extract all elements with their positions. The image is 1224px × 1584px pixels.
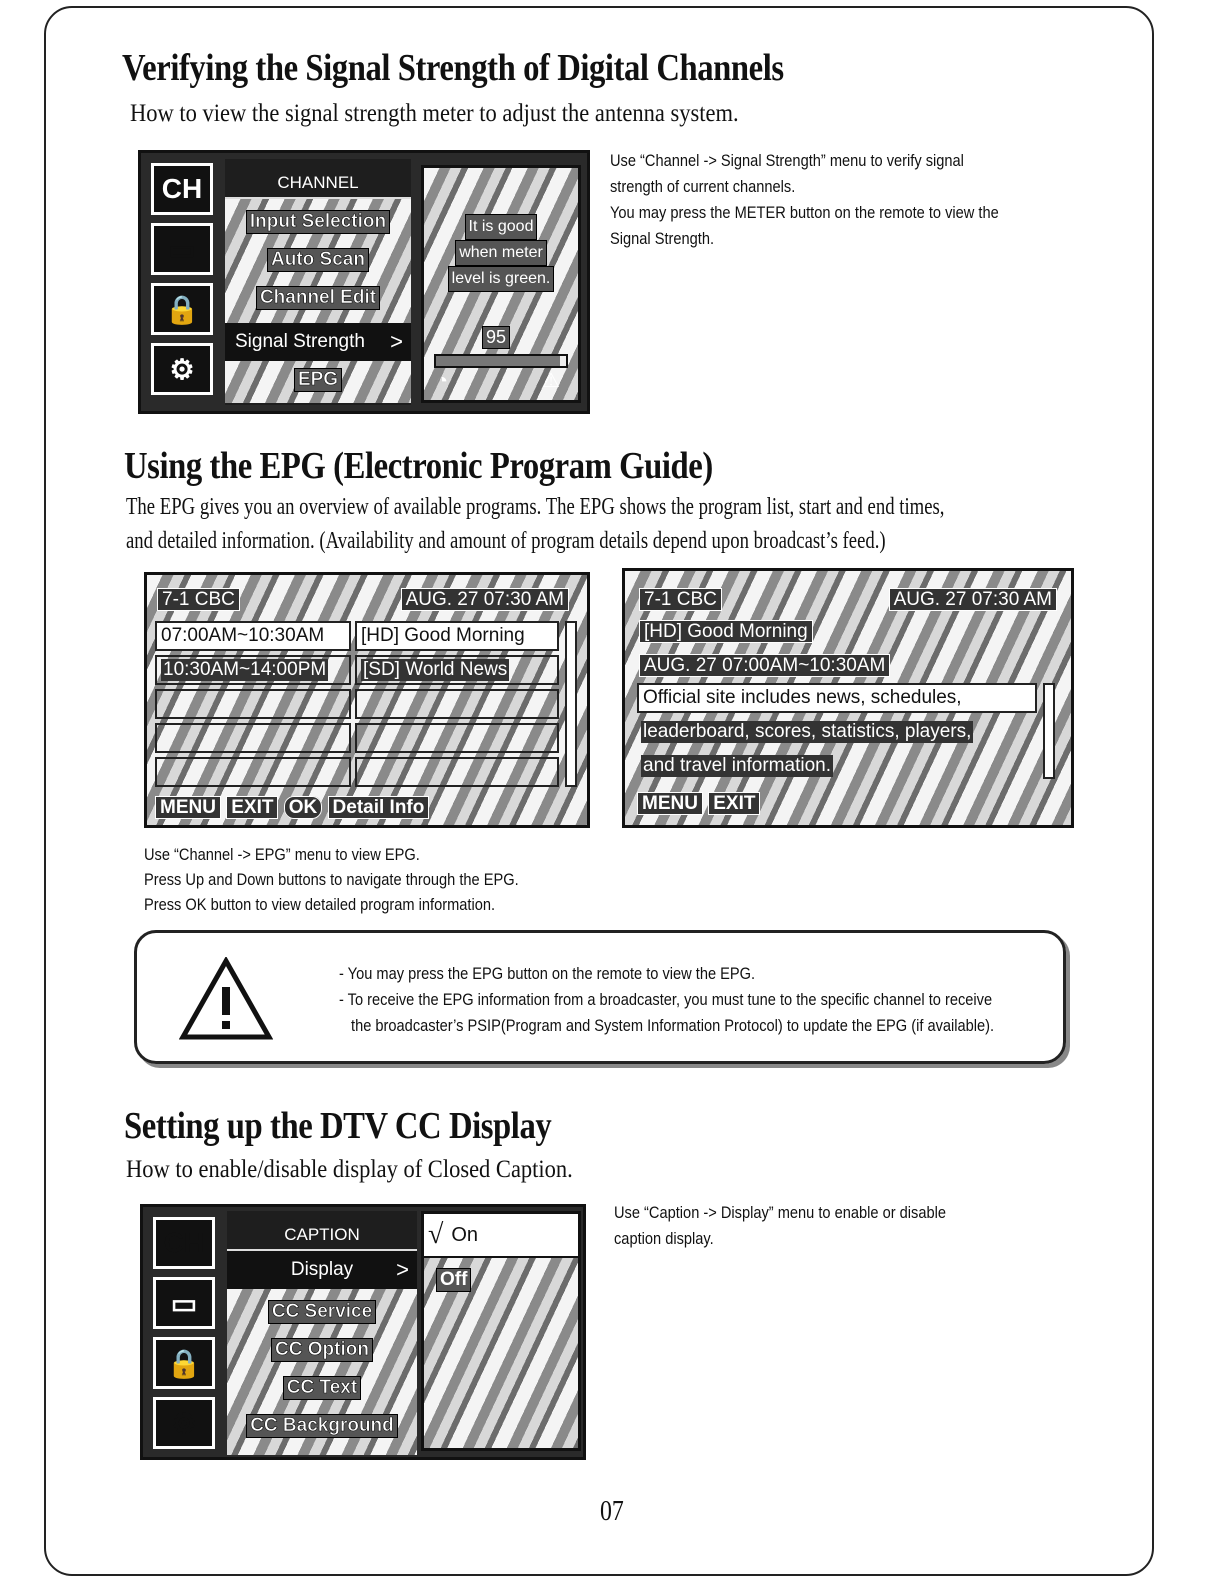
epg-desc-line2: and detailed information. (Availability and amount of program details depend upon broadcast’s feed.) bbox=[126, 528, 886, 554]
epg-row-time[interactable]: 07:00AM~10:30AM bbox=[155, 621, 351, 651]
caption-menu-list bbox=[227, 1211, 417, 1451]
epg-empty-cell bbox=[355, 689, 559, 719]
option-on-label: On bbox=[451, 1223, 479, 1246]
warning-line: - You may press the EPG button on the remote to view the EPG. bbox=[339, 964, 756, 983]
menu-item-cc-option[interactable]: CC Option bbox=[227, 1331, 417, 1369]
meter-msg-line: It is good bbox=[465, 214, 538, 240]
epg-empty-cell bbox=[355, 723, 559, 753]
warning-line: the broadcaster’s PSIP(Program and System Information Protocol) to update the EPG (if available). bbox=[351, 1016, 995, 1035]
cc-notes bbox=[614, 1200, 946, 1252]
epg-notes bbox=[144, 842, 519, 917]
section-subtitle-signal: How to view the signal strength meter to adjust the antenna system. bbox=[130, 100, 739, 127]
epg-detail-scrollbar[interactable] bbox=[1043, 683, 1055, 779]
signal-meter-panel bbox=[421, 165, 581, 403]
warning-icon bbox=[179, 957, 273, 1041]
menu-icon-column bbox=[151, 163, 217, 403]
epg-desc-line1: The EPG gives you an overview of available programs. The EPG shows the program list, start and end times, bbox=[126, 494, 945, 520]
epg-datetime: AUG. 27 07:30 AM bbox=[401, 588, 569, 611]
section-subtitle-cc: How to enable/disable display of Closed Caption. bbox=[126, 1156, 573, 1183]
menu-item-cc-service[interactable]: CC Service bbox=[227, 1293, 417, 1331]
signal-notes bbox=[610, 148, 999, 252]
channel-icon: CH bbox=[153, 1217, 215, 1269]
epg-list-screen bbox=[144, 572, 590, 828]
menu-item-epg[interactable]: EPG bbox=[225, 361, 411, 399]
ok-key: OK bbox=[284, 796, 323, 819]
menu-title: CHANNEL bbox=[225, 159, 411, 199]
low-signal-icon: ◔ bbox=[436, 370, 449, 392]
menu-item-display[interactable]: Display > bbox=[227, 1251, 417, 1289]
epg-detail-time: AUG. 27 07:00AM~10:30AM bbox=[639, 654, 890, 677]
section-title-epg: Using the EPG (Electronic Program Guide) bbox=[124, 445, 713, 487]
lock-icon: 🔒 bbox=[153, 1337, 215, 1389]
note-line: caption display. bbox=[614, 1229, 714, 1248]
detail-info-key: Detail Info bbox=[328, 796, 430, 819]
note-line: You may press the METER button on the remote to view the bbox=[610, 203, 999, 222]
check-icon: √ bbox=[428, 1219, 444, 1250]
note-line: Press OK button to view detailed program information. bbox=[144, 895, 496, 914]
option-on[interactable] bbox=[424, 1214, 578, 1258]
section-title-cc: Setting up the DTV CC Display bbox=[124, 1105, 552, 1147]
caption-menu-screen bbox=[140, 1204, 586, 1460]
channel-menu-list bbox=[225, 159, 411, 405]
gear-icon: ⚙ bbox=[151, 343, 213, 395]
menu-item-input-selection[interactable]: Input Selection bbox=[225, 203, 411, 241]
epg-detail-program: [HD] Good Morning bbox=[639, 620, 813, 643]
note-line: Use “Channel -> Signal Strength” menu to verify signal bbox=[610, 151, 964, 170]
epg-row-time[interactable]: 10:30AM~14:00PM bbox=[155, 655, 351, 685]
epg-detail-line: and travel information. bbox=[643, 755, 831, 776]
page-number: 07 bbox=[600, 1496, 624, 1527]
gear-icon: ⚙ bbox=[153, 1397, 215, 1449]
epg-detail-screen bbox=[622, 568, 1074, 828]
menu-item-cc-text[interactable]: CC Text bbox=[227, 1369, 417, 1407]
warning-line: - To receive the EPG information from a broadcaster, you must tune to the specific channel to receive bbox=[339, 990, 993, 1009]
epg-detail-line: leaderboard, scores, statistics, players, bbox=[643, 721, 972, 742]
note-line: strength of current channels. bbox=[610, 177, 796, 196]
epg-empty-cell bbox=[355, 757, 559, 787]
menu-key: MENU bbox=[637, 792, 703, 815]
chevron-right-icon: > bbox=[396, 1257, 409, 1282]
chevron-right-icon: > bbox=[390, 329, 403, 354]
picture-icon: ▭ bbox=[151, 223, 213, 275]
menu-item-signal-strength[interactable]: Signal Strength > bbox=[225, 323, 411, 361]
caption-options-panel bbox=[421, 1211, 581, 1451]
meter-msg-line: when meter bbox=[455, 240, 547, 266]
epg-scrollbar[interactable] bbox=[565, 621, 577, 787]
epg-empty-cell bbox=[155, 723, 351, 753]
epg-detail-datetime: AUG. 27 07:30 AM bbox=[889, 588, 1057, 611]
meter-value: 95 bbox=[482, 326, 510, 349]
channel-icon: CH bbox=[151, 163, 213, 215]
lock-icon: 🔒 bbox=[151, 283, 213, 335]
antenna-icon: ⚠ bbox=[542, 370, 560, 392]
meter-msg-line: level is green. bbox=[448, 266, 555, 292]
epg-footer bbox=[155, 797, 429, 819]
epg-empty-cell bbox=[155, 689, 351, 719]
epg-detail-footer bbox=[637, 793, 760, 815]
epg-detail-channel: 7-1 CBC bbox=[639, 588, 722, 611]
exit-key: EXIT bbox=[708, 792, 760, 815]
note-line: Signal Strength. bbox=[610, 229, 715, 248]
menu-icon-column bbox=[153, 1217, 219, 1457]
epg-row-program[interactable]: [SD] World News bbox=[355, 655, 559, 685]
channel-menu-screen bbox=[138, 150, 590, 414]
picture-icon: ▭ bbox=[153, 1277, 215, 1329]
menu-item-auto-scan[interactable]: Auto Scan bbox=[225, 241, 411, 279]
epg-detail-line: Official site includes news, schedules, bbox=[637, 683, 1037, 713]
epg-empty-cell bbox=[155, 757, 351, 787]
epg-channel: 7-1 CBC bbox=[157, 588, 240, 611]
exit-key: EXIT bbox=[226, 796, 278, 819]
meter-bar-fill bbox=[436, 356, 560, 366]
option-off-label: Off bbox=[436, 1268, 471, 1292]
warning-text bbox=[339, 961, 994, 1039]
menu-key: MENU bbox=[155, 796, 221, 819]
section-title-signal: Verifying the Signal Strength of Digital Channels bbox=[122, 47, 784, 89]
option-off[interactable] bbox=[424, 1258, 578, 1292]
menu-item-channel-edit[interactable]: Channel Edit bbox=[225, 279, 411, 317]
epg-row-program[interactable]: [HD] Good Morning bbox=[355, 621, 559, 651]
menu-title: CAPTION bbox=[227, 1211, 417, 1251]
note-line: Use “Channel -> EPG” menu to view EPG. bbox=[144, 845, 420, 864]
meter-bar bbox=[434, 354, 568, 368]
note-line: Press Up and Down buttons to navigate through the EPG. bbox=[144, 870, 519, 889]
note-line: Use “Caption -> Display” menu to enable or disable bbox=[614, 1203, 946, 1222]
menu-item-cc-background[interactable]: CC Background bbox=[227, 1407, 417, 1445]
warning-box bbox=[134, 930, 1066, 1064]
